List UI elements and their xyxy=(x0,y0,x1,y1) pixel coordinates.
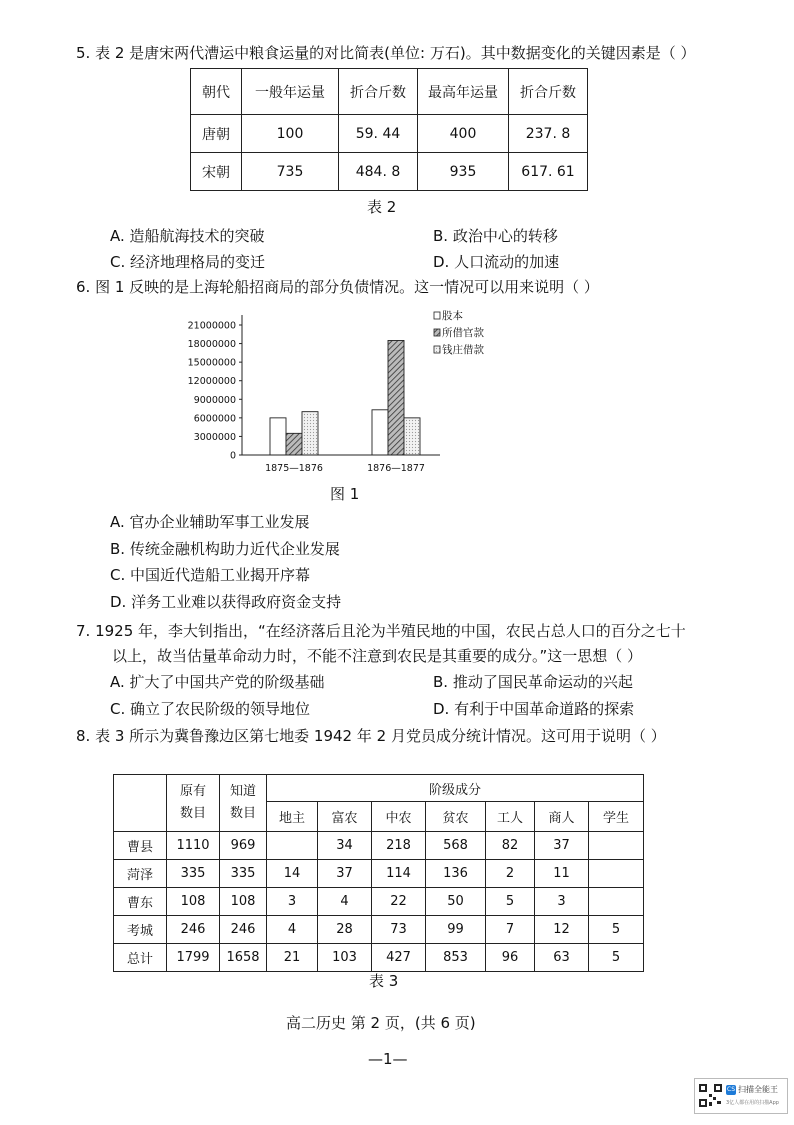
t2-header: 折合斤数 xyxy=(339,69,418,115)
q5-stem: 5. 表 2 是唐宋两代漕运中粮食运量的对比简表(单位: 万石)。其中数据变化的关键因素是（ ） xyxy=(76,44,696,62)
t3-cell: 969 xyxy=(220,832,267,860)
t3-cell: 21 xyxy=(267,944,318,972)
t3-cell: 28 xyxy=(318,916,372,944)
figure-1-chart xyxy=(150,305,530,480)
t3-header-class: 阶级成分 xyxy=(267,775,644,802)
page-number-mark: —1— xyxy=(368,1050,408,1068)
q7-option-b[interactable]: B. 推动了国民革命运动的兴起 xyxy=(433,673,633,691)
t2-cell: 617. 61 xyxy=(509,153,588,191)
scanner-badge-title: 扫描全能王 xyxy=(738,1085,778,1094)
t3-subheader: 中农 xyxy=(372,802,426,832)
t3-cell: 335 xyxy=(220,860,267,888)
t3-cell: 103 xyxy=(318,944,372,972)
t3-subheader: 商人 xyxy=(535,802,589,832)
t3-cell: 11 xyxy=(535,860,589,888)
t3-cell: 335 xyxy=(167,860,220,888)
t3-cell: 2 xyxy=(486,860,535,888)
q7-stem-line2: 以上，故当估量革命动力时，不能不注意到农民是其重要的成分。”这一思想（ ） xyxy=(112,647,643,665)
q7-stem-line1: 7. 1925 年，李大钊指出，“在经济落后且沦为半殖民地的中国，农民占总人口的百分之七十 xyxy=(76,622,686,640)
bar-所借官款-1875—1876 xyxy=(286,433,302,455)
t2-cell: 735 xyxy=(242,153,339,191)
q5-option-c[interactable]: C. 经济地理格局的变迁 xyxy=(110,253,266,271)
t3-cell: 1110 xyxy=(167,832,220,860)
q8-stem: 8. 表 3 所示为冀鲁豫边区第七地委 1942 年 2 月党员成分统计情况。这可用于说明（ ） xyxy=(76,727,666,745)
t3-header-known: 知道 数目 xyxy=(220,775,267,832)
y-tick-label: 0 xyxy=(229,450,236,462)
t3-cell: 34 xyxy=(318,832,372,860)
x-tick-label: 1876—1877 xyxy=(367,463,425,474)
t3-cell: 总计 xyxy=(114,944,167,972)
t3-cell: 5 xyxy=(589,944,644,972)
t3-subheader: 富农 xyxy=(318,802,372,832)
t3-subheader: 学生 xyxy=(589,802,644,832)
t3-cell xyxy=(589,888,644,916)
y-tick-label: 21000000 xyxy=(187,320,236,332)
q7-option-a[interactable]: A. 扩大了中国共产党的阶级基础 xyxy=(110,673,325,691)
q6-option-d[interactable]: D. 洋务工业难以获得政府资金支持 xyxy=(110,593,342,611)
bar-股本-1876—1877 xyxy=(372,410,388,455)
t3-cell: 14 xyxy=(267,860,318,888)
t2-cell: 935 xyxy=(418,153,509,191)
t3-subheader: 地主 xyxy=(267,802,318,832)
t3-cell: 考城 xyxy=(114,916,167,944)
camscanner-logo-icon: CS xyxy=(727,1086,735,1093)
q6-option-b[interactable]: B. 传统金融机构助力近代企业发展 xyxy=(110,540,340,558)
q6-stem: 6. 图 1 反映的是上海轮船招商局的部分负债情况。这一情况可以用来说明（ ） xyxy=(76,278,599,296)
t2-cell: 400 xyxy=(418,115,509,153)
figure-1-caption: 图 1 xyxy=(330,485,360,503)
y-tick-label: 18000000 xyxy=(187,339,236,351)
q5-option-d[interactable]: D. 人口流动的加速 xyxy=(433,253,560,271)
legend-label: 所借官款 xyxy=(442,327,484,339)
t3-cell: 曹东 xyxy=(114,888,167,916)
t3-cell: 853 xyxy=(426,944,486,972)
qr-code-icon xyxy=(698,1083,723,1108)
t2-header: 一般年运量 xyxy=(242,69,339,115)
t2-cell: 宋朝 xyxy=(191,153,242,191)
legend-swatch xyxy=(434,346,440,353)
t3-cell: 99 xyxy=(426,916,486,944)
t3-cell: 63 xyxy=(535,944,589,972)
table-2-caption: 表 2 xyxy=(367,198,397,216)
t3-cell: 7 xyxy=(486,916,535,944)
t3-cell: 246 xyxy=(220,916,267,944)
t3-cell: 4 xyxy=(267,916,318,944)
t3-cell xyxy=(267,832,318,860)
scanner-badge xyxy=(694,1078,788,1114)
t2-header: 朝代 xyxy=(191,69,242,115)
t3-cell: 3 xyxy=(535,888,589,916)
t3-cell: 4 xyxy=(318,888,372,916)
t3-cell: 246 xyxy=(167,916,220,944)
table-3-caption: 表 3 xyxy=(369,972,399,990)
t3-cell: 96 xyxy=(486,944,535,972)
t2-header: 折合斤数 xyxy=(509,69,588,115)
t3-cell: 108 xyxy=(167,888,220,916)
y-tick-label: 9000000 xyxy=(193,394,236,406)
t3-subheader: 工人 xyxy=(486,802,535,832)
t2-cell: 59. 44 xyxy=(339,115,418,153)
t3-cell: 1658 xyxy=(220,944,267,972)
table-3 xyxy=(113,774,644,972)
scanner-badge-subtitle: 3亿人都在用的扫描App xyxy=(726,1100,779,1106)
legend-swatch xyxy=(434,329,440,336)
legend-swatch xyxy=(434,312,440,319)
t3-cell: 82 xyxy=(486,832,535,860)
bar-钱庄借款-1875—1876 xyxy=(302,412,318,455)
t3-cell: 3 xyxy=(267,888,318,916)
t2-cell: 484. 8 xyxy=(339,153,418,191)
y-tick-label: 3000000 xyxy=(193,431,236,443)
t3-cell xyxy=(589,860,644,888)
t3-cell: 菏泽 xyxy=(114,860,167,888)
q7-option-c[interactable]: C. 确立了农民阶级的领导地位 xyxy=(110,700,311,718)
bar-股本-1875—1876 xyxy=(270,418,286,455)
y-tick-label: 12000000 xyxy=(187,376,236,388)
t3-cell: 50 xyxy=(426,888,486,916)
t3-cell: 5 xyxy=(589,916,644,944)
q7-option-d[interactable]: D. 有利于中国革命道路的探索 xyxy=(433,700,635,718)
t3-cell: 曹县 xyxy=(114,832,167,860)
t2-cell: 100 xyxy=(242,115,339,153)
t3-cell: 218 xyxy=(372,832,426,860)
page-footer: 高二历史 第 2 页，(共 6 页) xyxy=(286,1014,476,1032)
t3-cell: 1799 xyxy=(167,944,220,972)
t3-cell: 568 xyxy=(426,832,486,860)
q5-option-b[interactable]: B. 政治中心的转移 xyxy=(433,227,558,245)
bar-所借官款-1876—1877 xyxy=(388,340,404,455)
y-tick-label: 15000000 xyxy=(187,357,236,369)
t3-cell: 5 xyxy=(486,888,535,916)
t3-header-orig: 原有 数目 xyxy=(167,775,220,832)
q5-option-a[interactable]: A. 造船航海技术的突破 xyxy=(110,227,265,245)
t3-cell: 12 xyxy=(535,916,589,944)
t2-cell: 唐朝 xyxy=(191,115,242,153)
t3-cell: 37 xyxy=(318,860,372,888)
t3-cell: 114 xyxy=(372,860,426,888)
t3-cell: 136 xyxy=(426,860,486,888)
table-2 xyxy=(190,68,588,191)
t3-cell: 427 xyxy=(372,944,426,972)
y-tick-label: 6000000 xyxy=(193,413,236,425)
bar-钱庄借款-1876—1877 xyxy=(404,418,420,455)
t3-corner xyxy=(114,775,167,832)
q6-option-c[interactable]: C. 中国近代造船工业揭开序幕 xyxy=(110,566,311,584)
q6-option-a[interactable]: A. 官办企业辅助军事工业发展 xyxy=(110,513,310,531)
t3-cell: 108 xyxy=(220,888,267,916)
t2-header: 最高年运量 xyxy=(418,69,509,115)
t3-cell: 73 xyxy=(372,916,426,944)
t3-subheader: 贫农 xyxy=(426,802,486,832)
x-tick-label: 1875—1876 xyxy=(265,463,323,474)
legend-label: 股本 xyxy=(442,310,463,322)
t3-cell xyxy=(589,832,644,860)
t3-cell: 22 xyxy=(372,888,426,916)
t3-cell: 37 xyxy=(535,832,589,860)
legend-label: 钱庄借款 xyxy=(442,344,484,356)
t2-cell: 237. 8 xyxy=(509,115,588,153)
